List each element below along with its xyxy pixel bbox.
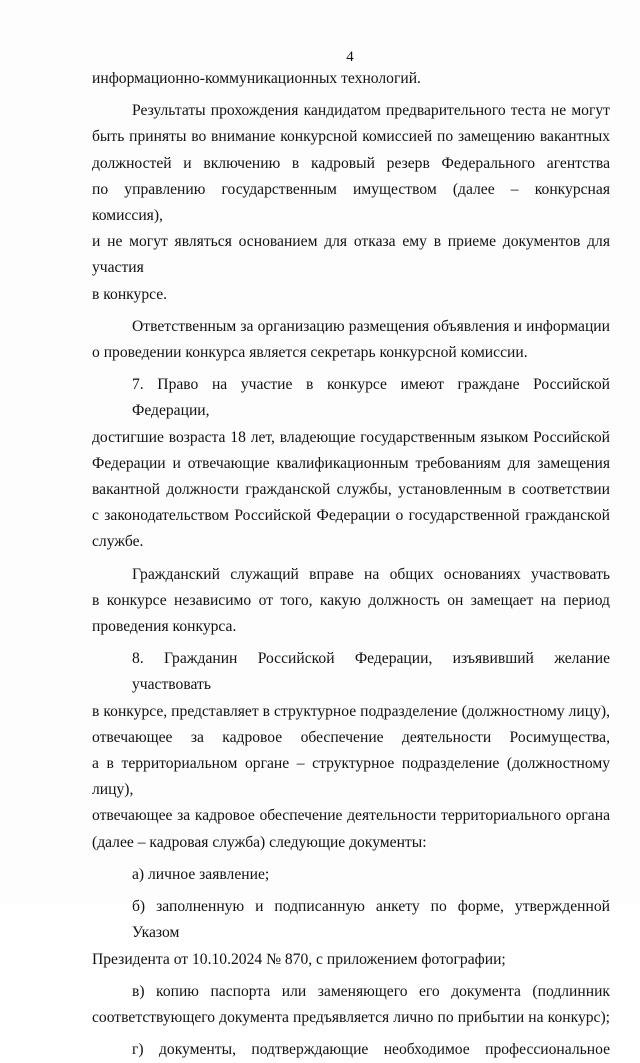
- text-line: в конкурсе.: [92, 285, 168, 303]
- text-line: проведения конкурса.: [92, 618, 237, 636]
- text-line: Президента от 10.10.2024 № 870, с приложением фотографии;: [92, 950, 506, 968]
- text-line: и не могут являться основанием для отказа ему в приеме документов для участия: [92, 233, 610, 277]
- text-line: Ответственным за организацию размещения объявления и информации: [132, 317, 610, 335]
- text-line: 8. Гражданин Российской Федерации, изъявивший желание участвовать: [132, 650, 610, 694]
- text-line: в конкурсе, представляет в структурное подразделение (должностному лицу),: [92, 702, 610, 720]
- text-line: отвечающее за кадровое обеспечение деятельности Росимущества,: [92, 728, 610, 746]
- text-line: соответствующего документа предъявляется лично по прибытии на конкурс);: [92, 1008, 610, 1026]
- text-line: Федерации и отвечающие квалификационным требованиям для замещения: [92, 454, 610, 472]
- text-line: а) личное заявление;: [132, 865, 270, 883]
- text-line: службе.: [92, 533, 144, 551]
- text-line: быть приняты во внимание конкурсной комиссией по замещению вакантных: [92, 128, 610, 146]
- text-line: отвечающее за кадровое обеспечение деятельности территориального органа: [92, 807, 610, 825]
- text-line: вакантной должности гражданской службы, установленным в соответствии: [92, 481, 610, 499]
- text-line: достигшие возраста 18 лет, владеющие государственным языком Российской: [92, 428, 610, 446]
- text-line: а в территориальном органе – структурное подразделение (должностному лицу),: [92, 755, 610, 799]
- text-line: Гражданский служащий вправе на общих основаниях участвовать: [132, 565, 610, 583]
- text-line: по управлению государственным имуществом (далее – конкурсная комиссия),: [92, 180, 610, 225]
- text-line: б) заполненную и подписанную анкету по форме, утвержденной Указом: [132, 898, 610, 942]
- text-line: о проведении конкурса является секретарь конкурсной комиссии.: [92, 344, 528, 362]
- text-line: должностей и включению в кадровый резерв Федерального агентства: [92, 154, 610, 172]
- text-line: 7. Право на участие в конкурсе имеют граждане Российской Федерации,: [132, 376, 610, 420]
- text-line: (далее – кадровая служба) следующие документы:: [92, 833, 427, 851]
- text-line: информационно-коммуникационных технологий.: [92, 70, 421, 87]
- text-line: в конкурсе независимо от того, какую должность он замещает на период: [92, 591, 610, 609]
- text-line: в) копию паспорта или заменяющего его документа (подлинник: [132, 982, 610, 1000]
- page-number: 4: [346, 49, 354, 65]
- text-line: Результаты прохождения кандидатом предварительного теста не могут: [132, 102, 610, 120]
- text-line: с законодательством Российской Федерации о государственной гражданской: [92, 507, 610, 525]
- text-line: г) документы, подтверждающие необходимое профессиональное: [132, 1041, 610, 1059]
- document-body: [92, 66, 610, 1063]
